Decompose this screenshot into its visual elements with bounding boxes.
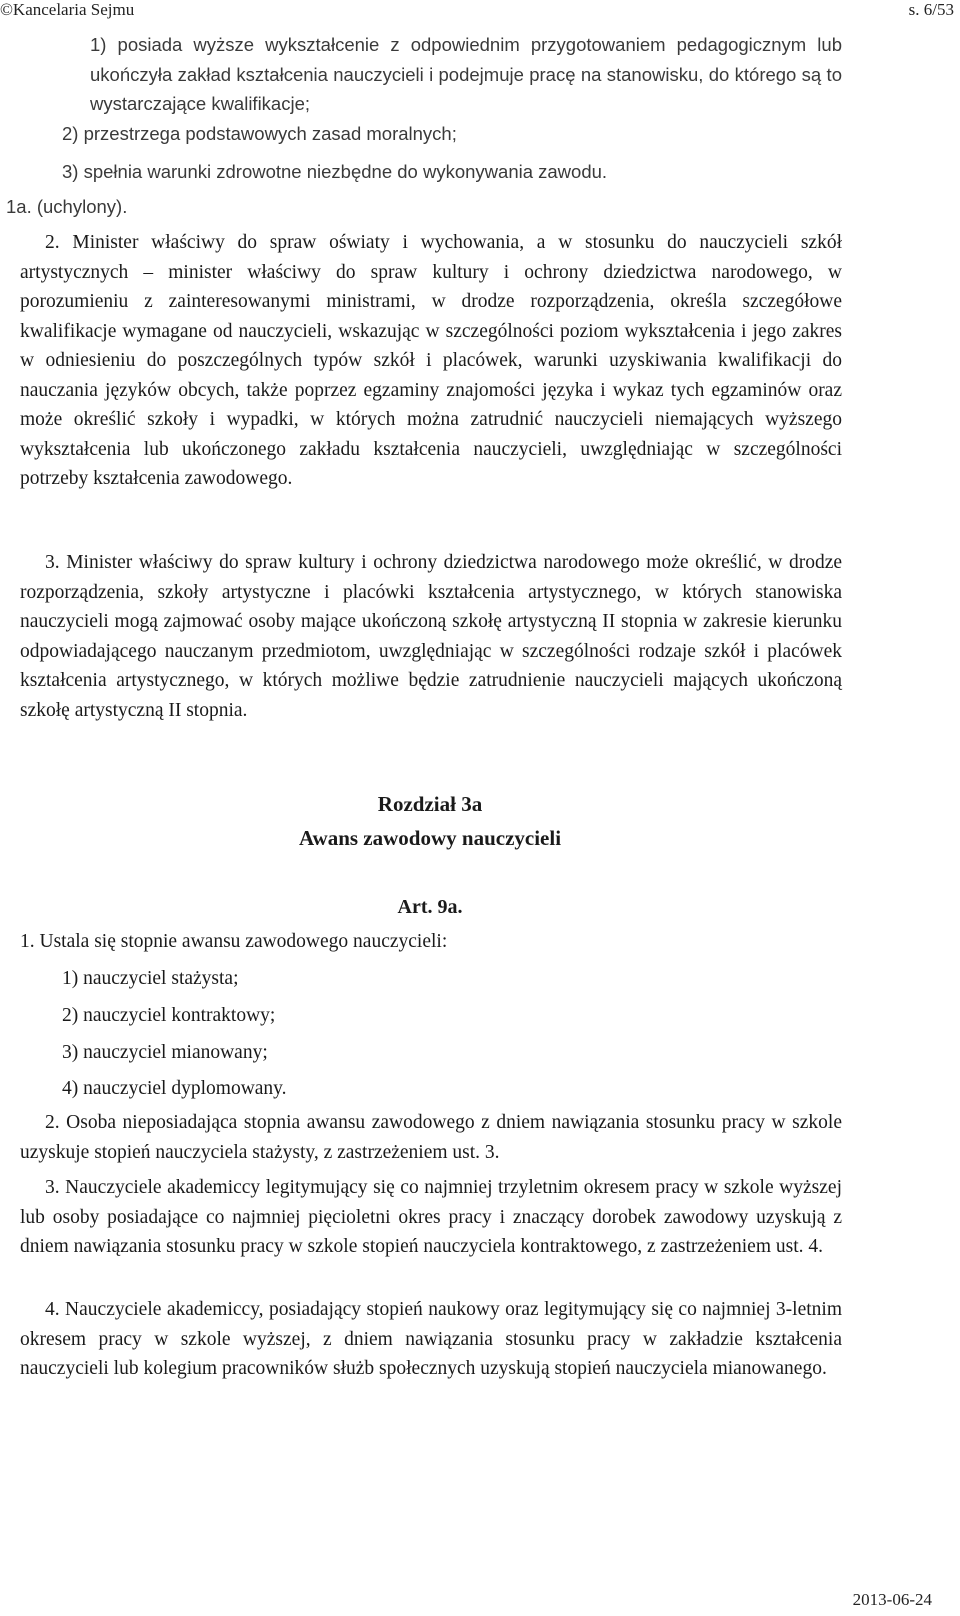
chapter-title: Awans zawodowy nauczycieli: [298, 826, 562, 850]
condition-3: 3) spełnia warunki zdrowotne niezbędne do wykonywania zawodu.: [62, 161, 608, 182]
paragraph-3: 3. Minister właściwy do spraw kultury i ochrony dziedzictwa narodowego może określić, w drodze rozporządzenia, szkoły artystyczne i placówki kształcenia artystycznego, w których stanowiska nauczycieli mogą zajmować osoby mające ukończoną szkołę artystyczną II stopnia w zakresie kierunku odpowiadającego nauczanym przedmiotom, uwzględniając w szczególności rodzaje szkół i placówek kształcenia artystycznego, w których możliwe będzie zatrudnienie nauczycieli mających ukończoną szkołę artystyczną II stopnia.: [20, 552, 842, 721]
condition-2: 2) przestrzega podstawowych zasad moralnych;: [62, 123, 457, 144]
article-paragraph-4: 4. Nauczyciele akademiccy, posiadający stopień naukowy oraz legitymujący się co najmniej 3-letnim okresem pracy w szkole wyższej, z dniem nawiązania stosunku pracy w zakładzie kształcenia nauczycieli lub kolegium pracowników służb społecznych uzyskują stopień nauczyciela mianowanego.: [20, 1299, 842, 1379]
page-number: s. 6/53: [908, 0, 954, 19]
paragraph-2: 2. Minister właściwy do spraw oświaty i wychowania, a w stosunku do nauczycieli szkół artystycznych – minister właściwy do spraw kultury i ochrony dziedzictwa narodowego, w porozumieniu z zainteresowanymi ministrami, w drodze rozporządzenia, określa szczegółowe kwalifikacje wymagane od nauczycieli, wskazując w szczególności poziom wykształcenia i jego zakres w odniesieniu do poszczególnych typów szkół i placówek, warunki uzyskiwania kwalifikacji do nauczania języków obcych, także poprzez egzaminy znajomości języka i wykaz tych egzaminów oraz może określić szkoły i wypadki, w których można zatrudnić nauczycieli niemających wyższego wykształcenia lub ukończonego zakładu kształcenia nauczycieli, uwzględniając w szczególności potrzeby kształcenia zawodowego.: [20, 232, 842, 489]
list-item: 4) nauczyciel dyplomowany.: [62, 1078, 287, 1099]
article-title: Art. 9a.: [397, 896, 463, 918]
article-paragraph-2: 2. Osoba nieposiadająca stopnia awansu zawodowego z dniem nawiązania stosunku pracy w szkole uzyskuje stopień nauczyciela stażysty, z zastrzeżeniem ust. 3.: [20, 1112, 842, 1163]
article-paragraph-3: 3. Nauczyciele akademiccy legitymujący się co najmniej trzyletnim okresem pracy w szkole wyższej lub osoby posiadające co najmniej pięcioletni okres pracy i znaczący dorobek zawodowy uzyskują z dniem nawiązania stosunku pracy w szkole stopień nauczyciela kontraktowego, z zastrzeżeniem ust. 4.: [20, 1177, 842, 1257]
list-item: 2) nauczyciel kontraktowy;: [62, 1005, 276, 1026]
paragraph-1a: 1a. (uchylony).: [6, 196, 128, 217]
chapter-number: Rozdział 3a: [377, 792, 483, 816]
list-item: 1) nauczyciel stażysta;: [62, 968, 239, 989]
copyright-header: ©Kancelaria Sejmu: [0, 0, 135, 19]
article-paragraph-1: 1. Ustala się stopnie awansu zawodowego nauczycieli:: [20, 931, 448, 952]
footer-date: 2013-06-24: [852, 1590, 932, 1609]
condition-1: 1) posiada wyższe wykształcenie z odpowiednim przygotowaniem pedagogicznym lub ukończyła zakład kształcenia nauczycieli i podejmuje pracę na stanowisku, do którego są to wystarczające kwalifikacje;: [90, 34, 842, 114]
list-item: 3) nauczyciel mianowany;: [62, 1042, 268, 1063]
